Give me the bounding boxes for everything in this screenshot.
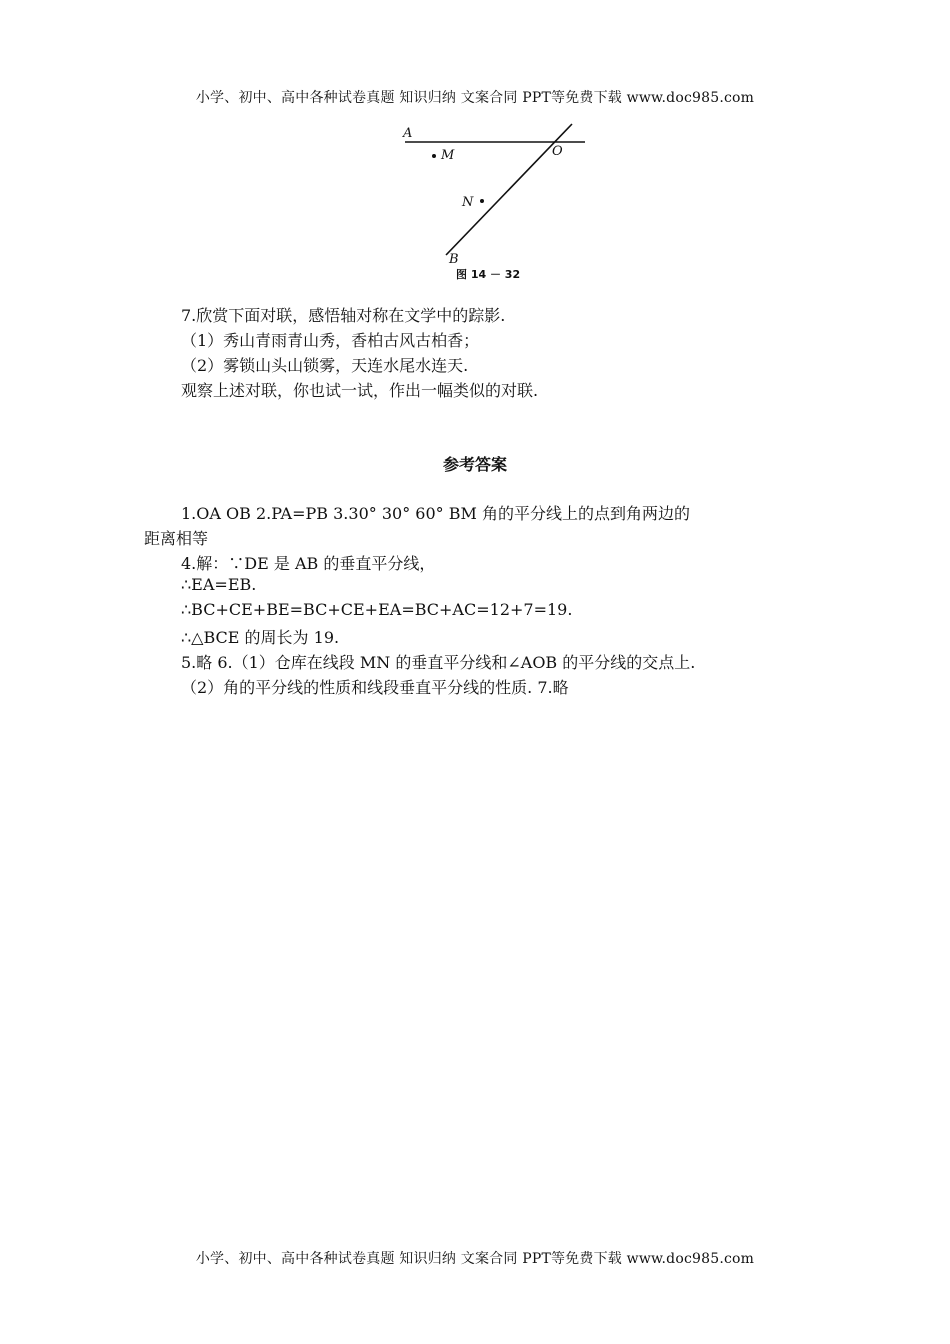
answer-line-1: 1.OA OB 2.PA=PB 3.30° 30° 60° BM 角的平分线上的点到角两边的 [181, 504, 690, 523]
figure-caption: 图 14 － 32 [456, 268, 521, 281]
point-n [480, 199, 484, 203]
answer-line-8: （2）角的平分线的性质和线段垂直平分线的性质. 7.略 [181, 678, 569, 697]
answer-line-2: 距离相等 [144, 529, 209, 548]
geometry-figure [395, 118, 595, 288]
label-m: M [441, 148, 455, 163]
answer-line-6: ∴△BCE 的周长为 19. [181, 628, 340, 647]
answer-line-5: ∴BC+CE+BE=BC+CE+EA=BC+AC=12+7=19. [181, 600, 573, 619]
answers-title: 参考答案 [442, 455, 507, 474]
answer-line-3: 4.解：∵DE 是 AB 的垂直平分线， [181, 554, 436, 573]
page-footer: 小学、初中、高中各种试卷真题 知识归纳 文案合同 PPT等免费下载 www.doc985.com [195, 1251, 755, 1267]
label-o: O [552, 144, 563, 159]
answer-line-7: 5.略 6.（1）仓库在线段 MN 的垂直平分线和∠AOB 的平分线的交点上. [181, 653, 696, 672]
q7-stem: 7.欣赏下面对联，感悟轴对称在文学中的踪影. [181, 306, 506, 325]
q7-task: 观察上述对联，你也试一试，作出一幅类似的对联. [181, 381, 539, 400]
label-b: B [449, 252, 459, 267]
answer-line-4: ∴EA=EB. [181, 575, 257, 594]
point-m [432, 154, 436, 158]
page-header: 小学、初中、高中各种试卷真题 知识归纳 文案合同 PPT等免费下载 www.doc985.com [195, 90, 755, 106]
q7-item-2: （2）雾锁山头山锁雾，天连水尾水连天. [181, 356, 469, 375]
label-a: A [403, 126, 413, 141]
label-n: N [462, 195, 474, 210]
q7-item-1: （1）秀山青雨青山秀，香柏古风古柏香； [181, 331, 480, 350]
